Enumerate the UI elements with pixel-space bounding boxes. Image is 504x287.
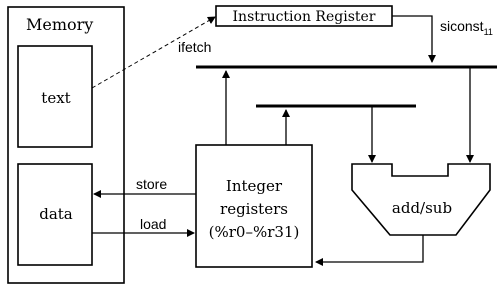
store-label: store <box>136 176 168 192</box>
alu-to-registers-wire <box>316 235 423 262</box>
ir-to-bus-wire <box>392 16 432 62</box>
registers-label-line2: registers <box>220 200 288 218</box>
data-segment-label: data <box>39 205 73 223</box>
memory-title: Memory <box>26 15 94 34</box>
registers-label-line3: (%r0–%r31) <box>208 223 300 241</box>
memory-box <box>8 7 124 283</box>
registers-label-line1: Integer <box>225 177 283 195</box>
instruction-register-label: Instruction Register <box>232 9 376 25</box>
load-label: load <box>140 216 167 232</box>
ifetch-label: ifetch <box>178 39 212 55</box>
text-segment-label: text <box>41 89 71 107</box>
alu-label: add/sub <box>391 199 453 217</box>
siconst-label: siconst$_{11}$ <box>440 18 493 37</box>
